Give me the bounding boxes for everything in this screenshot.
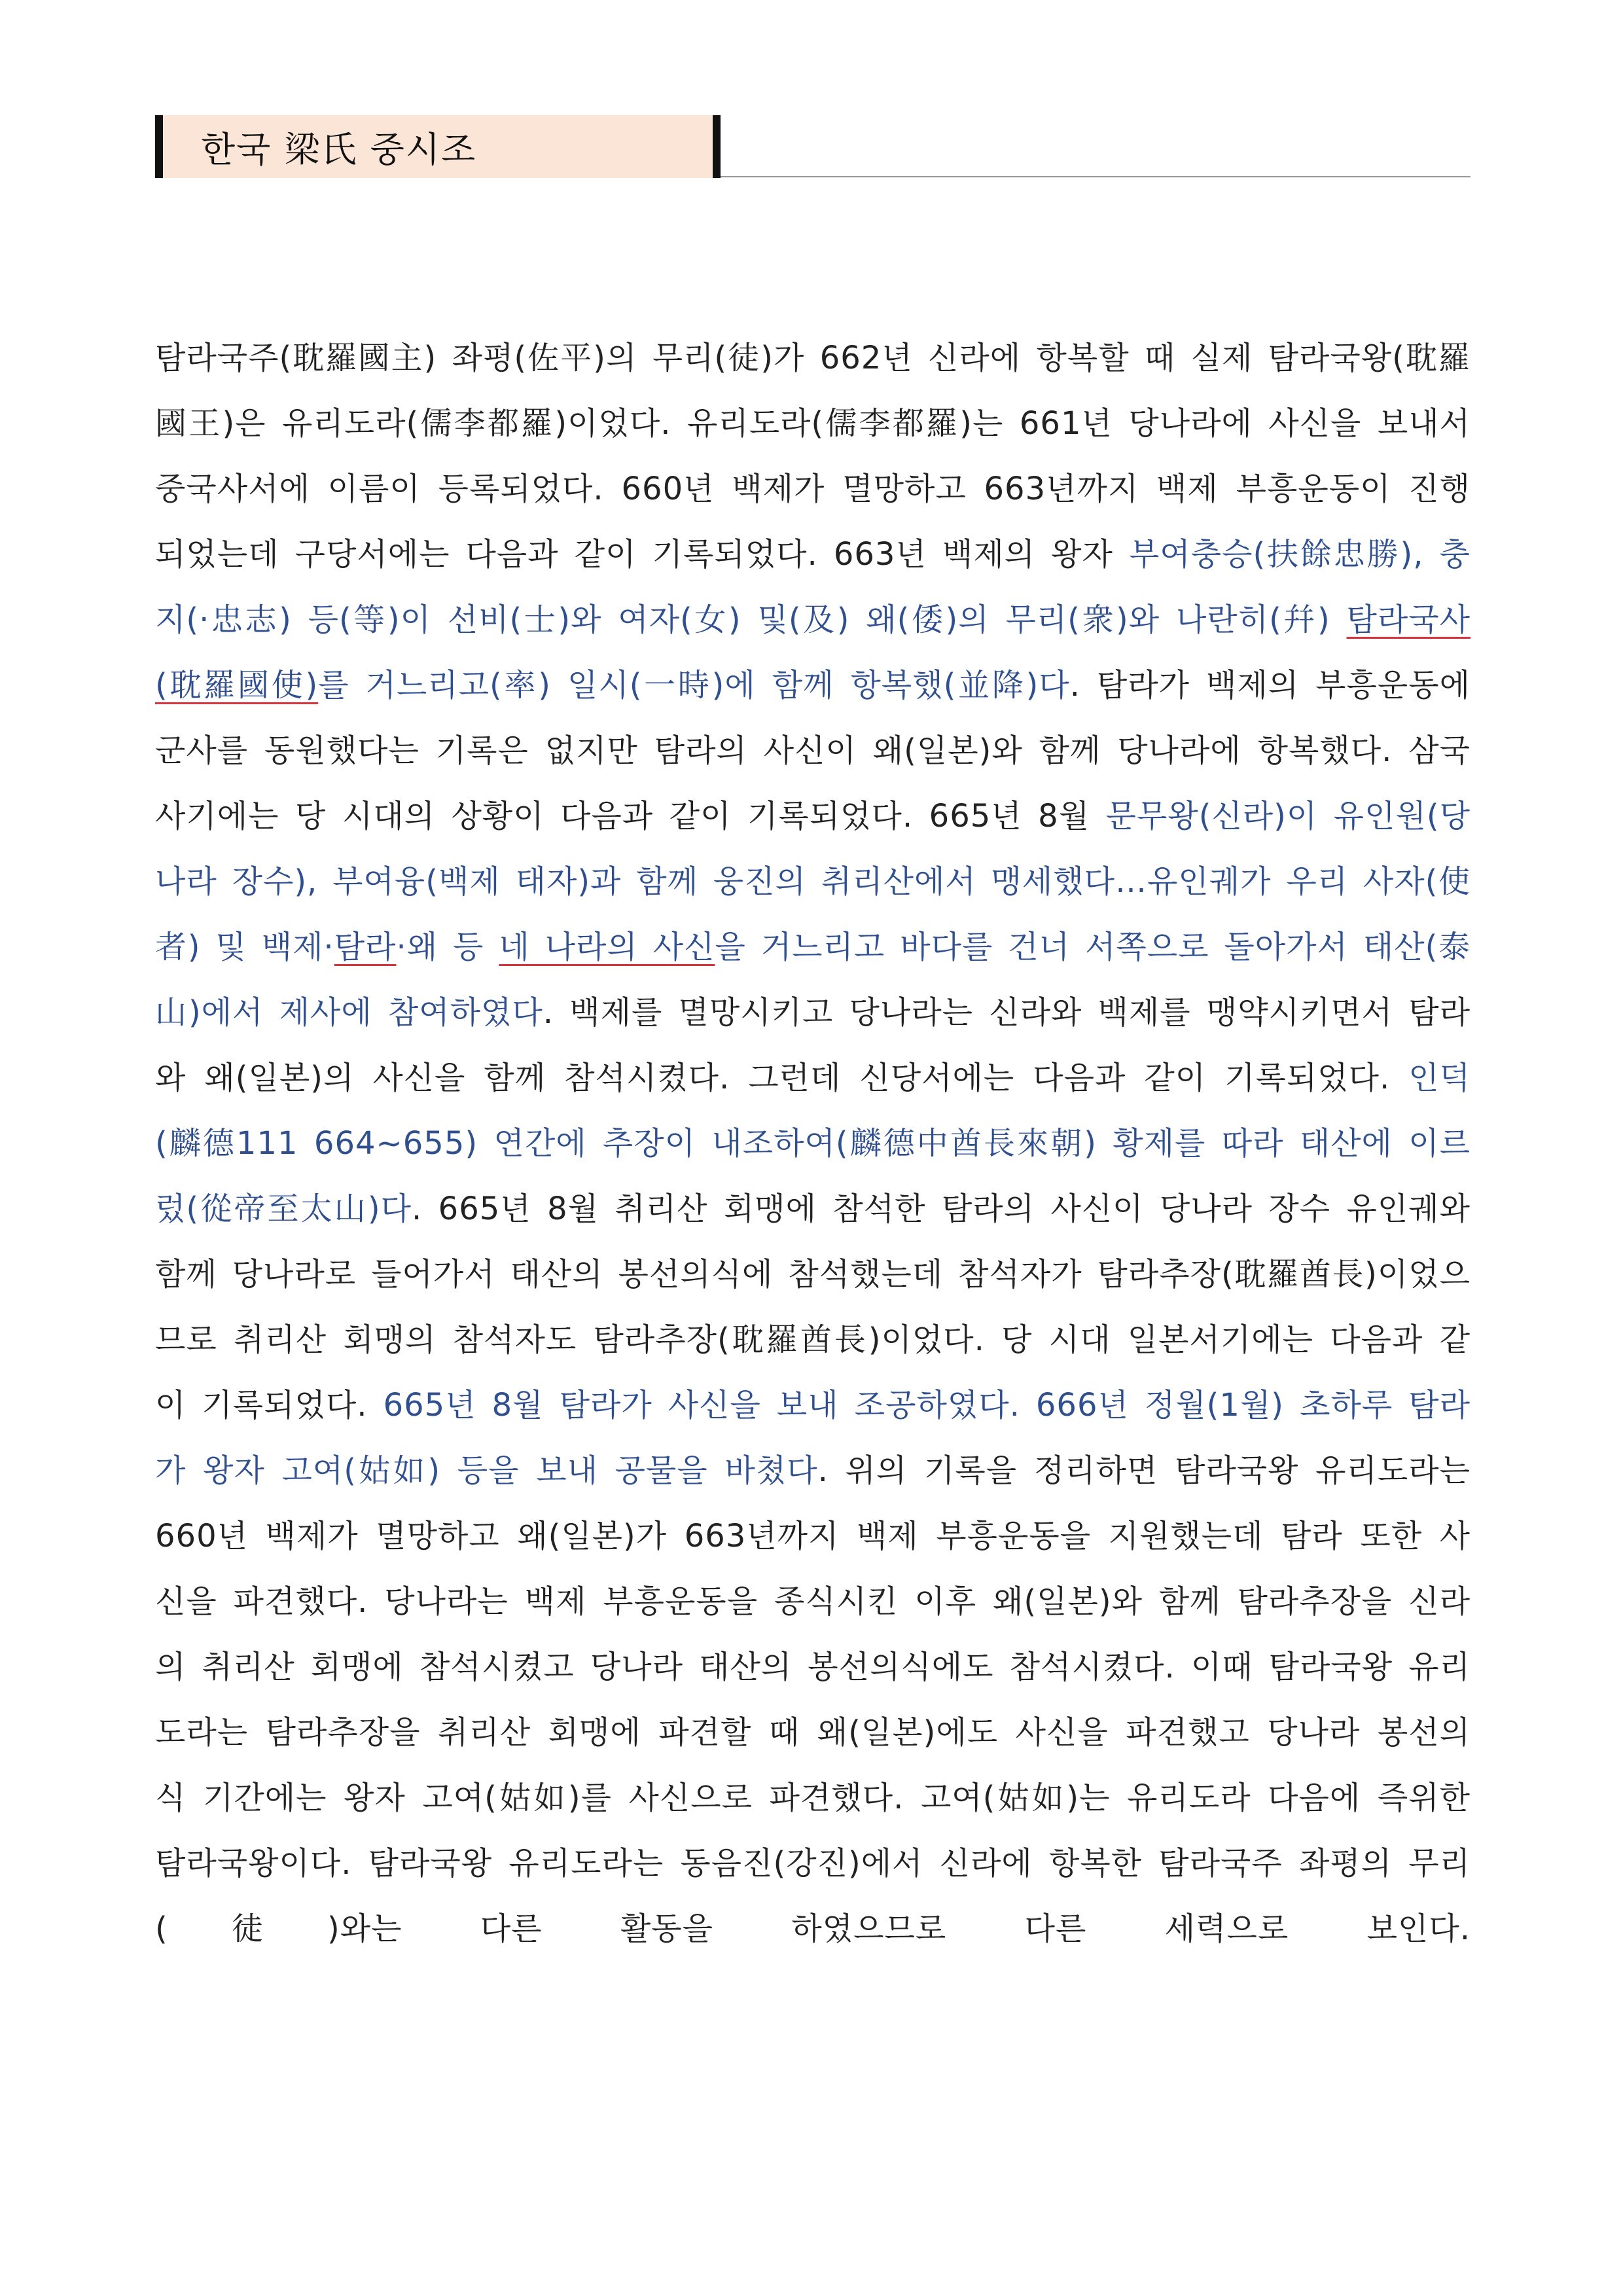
text-run: . 위의 기록을 정리하면 탐라국왕 유리도라는 660년 백제가 멸망하고 왜(일본)가 663년까지 백제 부흥운동을 지원했는데 탐라 또한 사신을 파견했다. 당나라는 백제 부흥운동을 종식시킨 이후 왜(일본)와 함께 탐라추장을 신라의 취리산 회맹에 참석시켰고 당나라 태산의 봉선의식에도 참석시켰다. 이때 탐라국왕 유리도라는 탐라추장을 취리산 회맹에 파견할 때 왜(일본)에도 사신을 파견했고 당나라 봉선의식 기간에는 왕자 고여(姑如)를 사신으로 파견했다. 고여(姑如)는 유리도라 다음에 즉위한 탐라국왕이다. 탐라국왕 유리도라는 동음진(강진)에서 신라에 항복한 탐라국주 좌평의 무리(徒)와는 다른 활동을 하였으므로 다른 세력으로 보인다. (155, 1452, 1471, 1947)
header-left-bar (155, 115, 163, 178)
header-right-bar (713, 115, 721, 178)
underlined-four-envoys: 네 나라의 사신 (499, 929, 715, 965)
underlined-tamna: 탐라 (334, 929, 397, 965)
paragraph (155, 325, 1471, 1962)
section-header (155, 115, 1471, 178)
text-run: . 백제를 멸망시키고 당나라는 신라와 백제를 맹약시키면서 탐라와 왜(일본)의 사신을 함께 참석시켰다. 그런데 신당서에는 다음과 같이 기록되었다. (155, 994, 1471, 1096)
quote-text: ·왜 등 (396, 929, 499, 965)
page-title: 한국 梁氏 중시조 (201, 128, 477, 170)
quote-nihon-shoki: 665년 8월 탐라가 사신을 보내 조공하였다. 666년 정월(1월) 초하루 탐라가 왕자 고여(姑如) 등을 보내 공물을 바쳤다 (155, 1387, 1471, 1489)
underlined-tamna-envoy: 탐라국사(耽羅國使) (155, 601, 1471, 704)
header-divider (721, 176, 1471, 177)
quote-text: 를 거느리고(率) 일시(一時)에 함께 항복했(並降)다 (318, 667, 1070, 704)
text-run: . 665년 8월 취리산 회맹에 참석한 탐라의 사신이 당나라 장수 유인궤와 함께 당나라로 들어가서 태산의 봉선의식에 참석했는데 참석자가 탐라추장(耽羅酋長)이었으므로 취리산 회맹의 참석자도 탐라추장(耽羅酋長)이었다. 당 시대 일본서기에는 다음과 같이 기록되었다. (155, 1191, 1471, 1424)
quote-text: 문무왕(신라)이 유인원(당나라 장수), 부여융(백제 태자)과 함께 웅진의 취리산에서 맹세했다…유인궤가 우리 사자(使者) 및 백제· (155, 798, 1471, 965)
header-title-box (163, 115, 713, 178)
body-paragraph (155, 325, 1471, 1962)
quote-text: 을 거느리고 바다를 건너 서쪽으로 돌아가서 태산(泰山)에서 제사에 참여하였다 (155, 929, 1471, 1031)
quote-xin-tangshu: 인덕(麟德111 664~655) 연간에 추장이 내조하여(麟德中酋長來朝) 황제를 따라 태산에 이르렀(從帝至太山)다 (155, 1060, 1471, 1227)
text-run: 탐라국주(耽羅國主) 좌평(佐平)의 무리(徒)가 662년 신라에 항복할 때 실제 탐라국왕(耽羅國王)은 유리도라(儒李都羅)이었다. 유리도라(儒李都羅)는 661년 당나라에 사신을 보내서 중국사서에 이름이 등록되었다. 660년 백제가 멸망하고 663년까지 백제 부흥운동이 진행되었는데 구당서에는 다음과 같이 기록되었다. 663년 백제의 왕자 (155, 340, 1471, 573)
quote-text: 부여충승(扶餘忠勝), 충지(·忠志) 등(等)이 선비(士)와 여자(女) 및(及) 왜(倭)의 무리(衆)와 나란히(幷) (155, 536, 1471, 638)
text-run: . 탐라가 백제의 부흥운동에 군사를 동원했다는 기록은 없지만 탐라의 사신이 왜(일본)와 함께 당나라에 항복했다. 삼국사기에는 당 시대의 상황이 다음과 같이 기록되었다. 665년 8월 (155, 667, 1471, 834)
